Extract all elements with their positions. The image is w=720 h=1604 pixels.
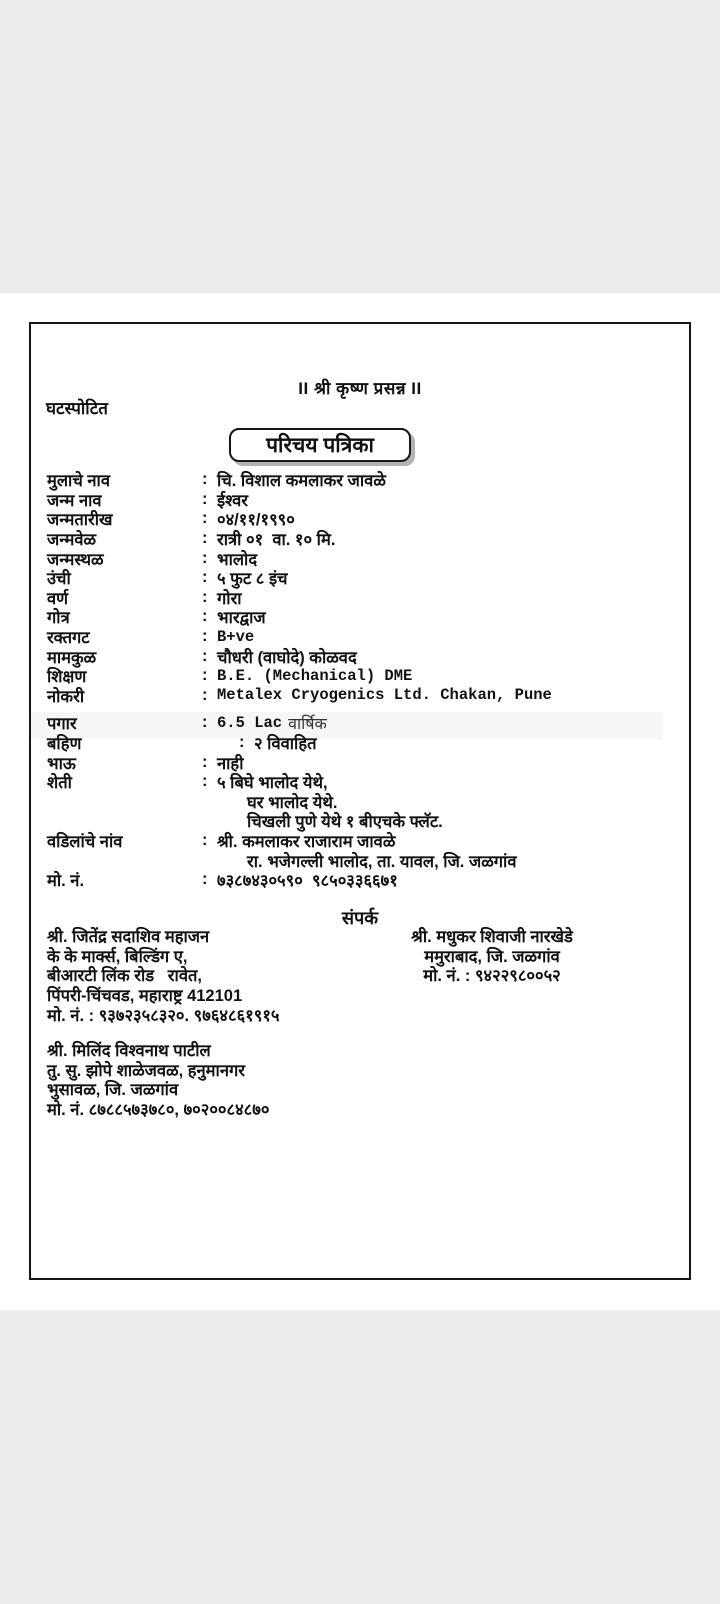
- contact-line: मो. नं. : ९४२२९८००५२: [423, 967, 561, 986]
- contact-block-left: [47, 928, 279, 1027]
- field-row-complexion: [47, 588, 675, 608]
- field-row-birth-time: [47, 529, 675, 549]
- page-title-box: [229, 428, 411, 462]
- field-value: Metalex Cryogenics Ltd. Chakan, Pune: [217, 686, 552, 705]
- field-value: गोरा: [217, 589, 242, 608]
- field-colon: :: [202, 607, 208, 626]
- contact-line: श्री. मिलिंद विश्वनाथ पाटील: [47, 1042, 211, 1060]
- field-label: जन्मस्थळ: [47, 550, 104, 569]
- field-label: पगार: [47, 715, 77, 734]
- top-gray-band: [0, 0, 720, 293]
- field-label: जन्म नाव: [47, 491, 102, 510]
- contact-line: पिंपरी-चिंचवड, महाराष्ट्र 412101: [47, 987, 243, 1006]
- field-value: २ विवाहित: [254, 735, 317, 754]
- salary-amount: 6.5 Lac: [217, 713, 283, 732]
- field-value: घर भालोद येथे.: [247, 793, 338, 812]
- field-row-mobile: [47, 870, 675, 890]
- field-label: मुलाचे नाव: [47, 472, 110, 491]
- field-row-blood-group: [47, 627, 675, 647]
- biodata-page: [29, 322, 691, 1280]
- field-row-gotra: [47, 607, 675, 627]
- field-value: ०४/११/१९९०: [217, 511, 295, 530]
- contact-line: भुसावळ, जि. जळगांव: [47, 1081, 179, 1100]
- field-row-father-address: [47, 850, 675, 870]
- field-colon: :: [202, 646, 208, 665]
- field-label: नोकरी: [47, 687, 85, 706]
- field-value: ईश्वर: [217, 491, 249, 510]
- field-row-father-name: [47, 831, 675, 851]
- contact-line: तु. सु. झोपे शाळेजवळ, हनुमानगर: [47, 1061, 246, 1080]
- field-colon: :: [202, 870, 208, 889]
- contact-block-third: [47, 1042, 269, 1121]
- field-colon: :: [202, 529, 208, 548]
- field-colon: :: [202, 509, 208, 528]
- field-colon: :: [202, 587, 208, 606]
- field-value: भालोद: [217, 550, 258, 569]
- field-value: रा. भजेगल्ली भालोद, ता. यावल, जि. जळगांव: [247, 852, 517, 871]
- field-value: ५ बिघे भालोद येथे,: [217, 774, 328, 793]
- field-row-education: [47, 666, 675, 686]
- field-colon: :: [202, 772, 208, 791]
- page-title: परिचय पत्रिका: [266, 434, 374, 457]
- field-row-maternal-family: [47, 646, 675, 666]
- field-colon: :: [202, 830, 208, 849]
- field-value: ५ फुट ८ इंच: [217, 570, 288, 589]
- field-colon: :: [202, 685, 208, 704]
- field-row-salary: [47, 713, 675, 733]
- field-value: ७३८७४३०५९० ९८५०३३६६७१: [217, 872, 398, 891]
- field-row-sister: [47, 733, 675, 753]
- field-row-birth-name: [47, 490, 675, 510]
- salary-suffix: वार्षिक: [288, 715, 327, 733]
- field-label: मामकुळ: [47, 648, 97, 667]
- contact-block-right: [389, 928, 595, 987]
- field-value: श्री. कमलाकर राजाराम जावळे: [217, 832, 396, 851]
- contact-line: मो. नं. ८७८८५७३७८०, ७०२००८४८७०: [47, 1101, 270, 1120]
- field-colon: :: [202, 752, 208, 771]
- field-label: वर्ण: [47, 589, 69, 608]
- field-row-property-cont: [47, 792, 675, 812]
- field-value: नाही: [217, 754, 244, 773]
- field-colon: :: [202, 489, 208, 508]
- field-label: गोत्र: [47, 609, 70, 628]
- field-colon: :: [202, 548, 208, 567]
- field-value: भारद्वाज: [217, 609, 266, 628]
- invocation-line: II श्री कृष्ण प्रसन्न II: [298, 379, 422, 398]
- field-value: चौधरी (वाघोदे) कोळवद: [217, 648, 357, 667]
- field-colon: :: [202, 666, 208, 685]
- field-label: उंची: [47, 570, 71, 589]
- field-value: चिखली पुणे येथे १ बीएचके फ्लॅट.: [247, 813, 443, 832]
- contact-line: बीआरटी लिंक रोड रावेत,: [47, 967, 202, 986]
- fields-list: [47, 470, 675, 889]
- field-row-job: [47, 686, 675, 706]
- contact-section-heading: संपर्क: [341, 908, 379, 928]
- field-row-boy-name: [47, 470, 675, 490]
- marital-status-label: घटस्पोटित: [46, 399, 108, 418]
- field-row-property: [47, 772, 675, 792]
- field-row-birth-place: [47, 548, 675, 568]
- contact-line: के के मार्क्स, बिल्डिंग ए,: [47, 947, 188, 966]
- field-label: जन्मवेळ: [47, 531, 97, 550]
- field-value: रात्री ०१ वा. १० मि.: [217, 531, 336, 550]
- field-row-brother: [47, 752, 675, 772]
- field-value: B.E. (Mechanical) DME: [217, 666, 413, 685]
- field-colon: :: [239, 733, 245, 752]
- field-label: बहिण: [47, 735, 82, 754]
- field-row-property-cont: [47, 811, 675, 831]
- field-row-birth-date: [47, 509, 675, 529]
- field-value: B+ve: [217, 627, 255, 646]
- field-row-height: [47, 568, 675, 588]
- field-label: वडिलांचे नांव: [47, 832, 123, 851]
- field-colon: :: [202, 713, 208, 732]
- field-colon: :: [202, 568, 208, 587]
- contact-line: ममुराबाद, जि. जळगांव: [424, 947, 560, 966]
- field-label: रक्तगट: [47, 629, 90, 648]
- contact-line: श्री. जितेंद्र सदाशिव महाजन: [47, 928, 210, 946]
- field-label: भाऊ: [47, 754, 76, 773]
- field-label: मो. नं.: [47, 872, 85, 891]
- bottom-gray-band: [0, 1310, 720, 1604]
- contact-line: श्री. मधुकर शिवाजी नारखेडे: [411, 928, 573, 946]
- field-label: शिक्षण: [47, 668, 87, 687]
- field-value: चि. विशाल कमलाकर जावळे: [217, 472, 386, 491]
- field-colon: :: [202, 470, 208, 489]
- contact-line: मो. नं. : ९३७२३५८३२०. ९७६४८६१९१५: [47, 1006, 280, 1025]
- field-label: शेती: [47, 774, 72, 793]
- field-label: जन्मतारीख: [47, 511, 113, 530]
- field-colon: :: [202, 627, 208, 646]
